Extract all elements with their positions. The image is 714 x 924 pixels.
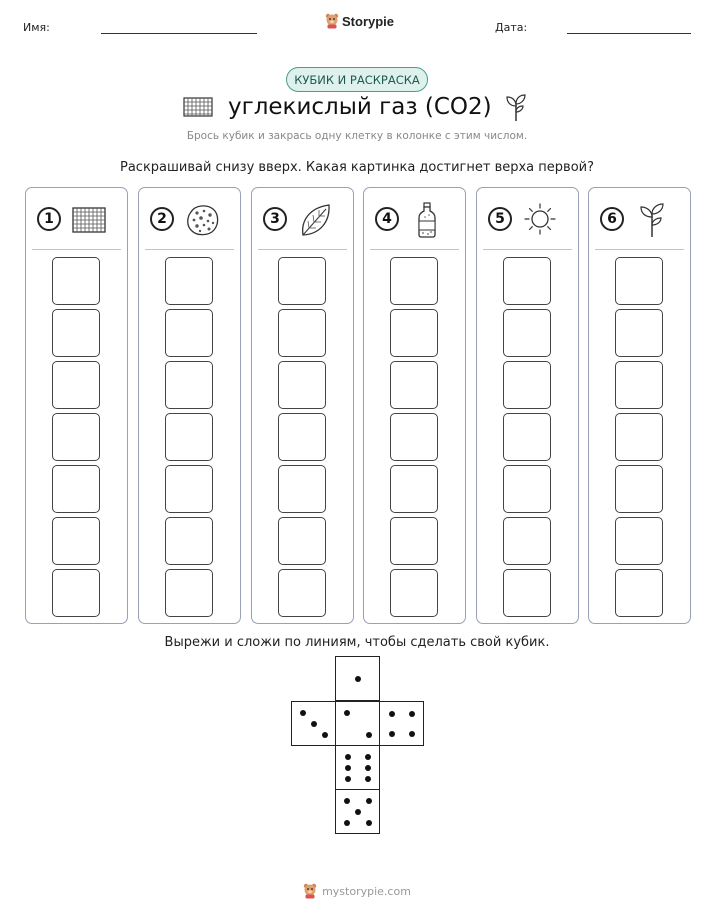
die-face-4 [379,701,424,746]
color-cell[interactable] [615,361,663,409]
color-cell[interactable] [390,413,438,461]
column-header [364,202,465,242]
color-cell[interactable] [165,517,213,565]
color-cell[interactable] [278,517,326,565]
column-number: 6 [600,207,624,231]
pip [389,711,395,717]
pip [300,710,306,716]
title-row [0,94,714,126]
color-cell[interactable] [390,257,438,305]
bear-logo-icon [325,13,339,29]
footer-url[interactable]: mystorypie.com [322,884,411,898]
color-cell[interactable] [165,413,213,461]
pip [366,820,372,826]
column-header [26,202,127,242]
column-number: 3 [263,207,287,231]
color-cell[interactable] [390,465,438,513]
color-cell[interactable] [615,465,663,513]
name-label: Имя: [23,21,50,34]
pip [365,776,371,782]
column-divider [32,249,121,250]
color-cell[interactable] [52,465,100,513]
die-face-6 [335,745,380,790]
pip [345,765,351,771]
color-cell[interactable] [52,569,100,617]
net-icon [70,202,108,238]
date-line[interactable] [567,33,691,34]
color-cell[interactable] [615,569,663,617]
column-number: 4 [375,207,399,231]
pip [365,754,371,760]
column-5 [476,187,579,624]
color-cell[interactable] [503,361,551,409]
pip [355,809,361,815]
column-divider [258,249,347,250]
column-number: 2 [150,207,174,231]
column-divider [370,249,459,250]
color-cell[interactable] [165,257,213,305]
color-cell[interactable] [52,517,100,565]
column-number: 5 [488,207,512,231]
color-cell[interactable] [165,309,213,357]
color-cell[interactable] [165,569,213,617]
color-cell[interactable] [278,413,326,461]
color-cell[interactable] [503,465,551,513]
color-cell[interactable] [390,569,438,617]
column-2 [138,187,241,624]
column-number: 1 [37,207,61,231]
color-cell[interactable] [615,257,663,305]
color-cell[interactable] [615,413,663,461]
pip [345,754,351,760]
date-label: Дата: [495,21,528,34]
color-cell[interactable] [615,309,663,357]
pip [344,798,350,804]
brand-name: Storypie [342,13,395,29]
color-cell[interactable] [278,309,326,357]
sprout-icon [633,202,671,238]
column-header [139,202,240,242]
sprout-icon [504,92,528,122]
pip [311,721,317,727]
color-cell[interactable] [52,413,100,461]
column-header [252,202,353,242]
bear-logo-icon [303,883,317,899]
color-cell[interactable] [615,517,663,565]
color-cell[interactable] [390,309,438,357]
color-cell[interactable] [52,309,100,357]
pip [366,732,372,738]
column-header [589,202,690,242]
soda-bottle-icon [408,202,446,238]
column-4 [363,187,466,624]
pip [389,731,395,737]
pip [344,820,350,826]
subtitle: Брось кубик и закрась одну клетку в колонке с этим числом. [186,130,528,142]
die-face-2 [335,701,380,746]
color-cell[interactable] [278,361,326,409]
storypie-logo [325,13,394,29]
page-title: углекислый газ (CO2) [228,94,492,120]
column-1 [25,187,128,624]
color-cell[interactable] [278,465,326,513]
pip [409,731,415,737]
column-header [477,202,578,242]
instruction: Раскрашивай снизу вверх. Какая картинка достигнет верха первой? [119,160,594,175]
color-cell[interactable] [503,309,551,357]
color-cell[interactable] [52,257,100,305]
color-cell[interactable] [390,517,438,565]
color-cell[interactable] [503,257,551,305]
sun-icon [521,202,559,238]
color-cell[interactable] [503,517,551,565]
pip [345,776,351,782]
pip [355,676,361,682]
column-6 [588,187,691,624]
activity-badge: КУБИК И РАСКРАСКА [286,67,428,92]
column-divider [145,249,234,250]
color-cell[interactable] [278,569,326,617]
color-cell[interactable] [52,361,100,409]
column-3 [251,187,354,624]
color-cell[interactable] [503,413,551,461]
leaf-icon [296,202,334,238]
name-line[interactable] [101,33,257,34]
pip [409,711,415,717]
coal-icon [183,202,221,238]
color-cell[interactable] [165,361,213,409]
color-cell[interactable] [390,361,438,409]
color-cell[interactable] [278,257,326,305]
net-icon [183,97,213,117]
pip [344,710,350,716]
pip [322,732,328,738]
die-face-3 [291,701,336,746]
footer [0,883,714,899]
cut-instruction: Вырежи и сложи по линиям, чтобы сделать свой кубик. [164,635,550,650]
pip [366,798,372,804]
color-cell[interactable] [165,465,213,513]
color-cell[interactable] [503,569,551,617]
column-divider [595,249,684,250]
pip [365,765,371,771]
die-face-1 [335,656,380,701]
die-face-5 [335,789,380,834]
column-divider [483,249,572,250]
